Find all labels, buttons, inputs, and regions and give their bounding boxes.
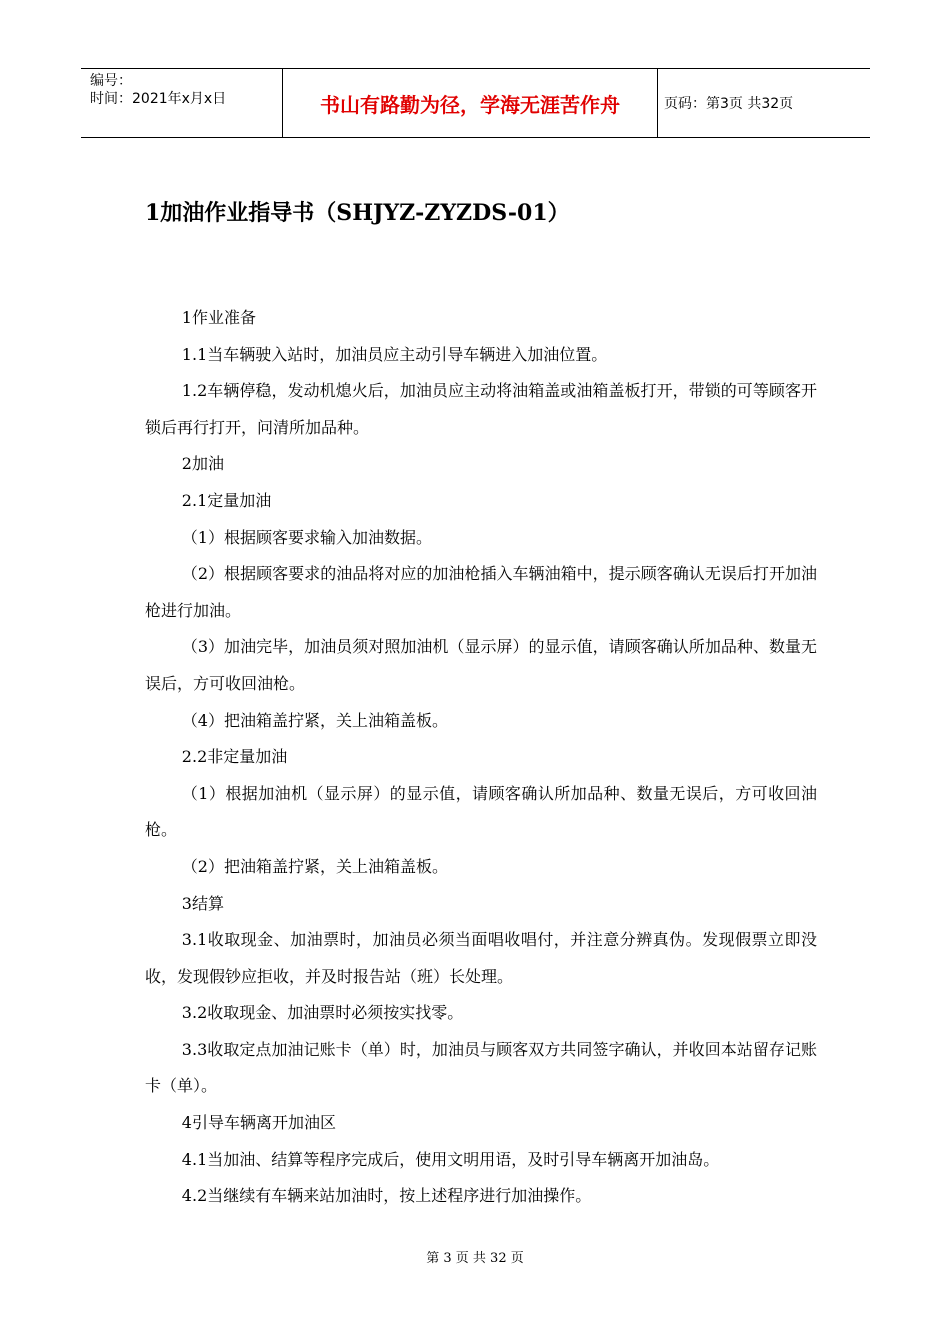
paragraph: （2）根据顾客要求的油品将对应的加油枪插入车辆油箱中，提示顾客确认无误后打开加油枪进行加油。 bbox=[145, 564, 817, 620]
document-date: 时间：2021年x月x日 bbox=[90, 91, 227, 107]
document-body bbox=[145, 300, 817, 1215]
document-title: 1加油作业指导书（SHJYZ-ZYZDS-01） bbox=[145, 200, 570, 226]
paragraph: （1）根据加油机（显示屏）的显示值，请顾客确认所加品种、数量无误后，方可收回油枪。 bbox=[145, 783, 817, 840]
paragraph: （2）把油箱盖拧紧，关上油箱盖板。 bbox=[181, 856, 448, 876]
paragraph: 3结算 bbox=[181, 893, 224, 913]
paragraph: 3.2收取现金、加油票时必须按实找零。 bbox=[181, 1003, 464, 1023]
paragraph: 4.1当加油、结算等程序完成后，使用文明用语，及时引导车辆离开加油岛。 bbox=[181, 1149, 720, 1169]
paragraph: （4）把油箱盖拧紧，关上油箱盖板。 bbox=[181, 710, 448, 730]
document-number-label: 编号： bbox=[90, 73, 132, 89]
paragraph: 1.1当车辆驶入站时，加油员应主动引导车辆进入加油位置。 bbox=[181, 344, 608, 364]
paragraph: 3.1收取现金、加油票时，加油员必须当面唱收唱付，并注意分辨真伪。发现假票立即没收，发现假钞应拒收，并及时报告站（班）长处理。 bbox=[145, 930, 817, 986]
paragraph: 2.1定量加油 bbox=[181, 490, 272, 510]
header-motto: 书山有路勤为径，学海无涯苦作舟 bbox=[283, 69, 658, 137]
paragraph: 4引导车辆离开加油区 bbox=[181, 1113, 336, 1133]
paragraph: 3.3收取定点加油记账卡（单）时，加油员与顾客双方共同签字确认，并收回本站留存记账卡（单）。 bbox=[145, 1039, 817, 1096]
paragraph: 2加油 bbox=[181, 454, 224, 474]
page-footer: 第 3 页 共 32 页 bbox=[426, 1251, 524, 1266]
paragraph: 4.2当继续有车辆来站加油时，按上述程序进行加油操作。 bbox=[181, 1186, 592, 1206]
paragraph: 2.2非定量加油 bbox=[181, 747, 288, 767]
header-page-info: 页码：第3页 共32页 bbox=[664, 96, 794, 112]
paragraph: 1.2车辆停稳，发动机熄火后，加油员应主动将油箱盖或油箱盖板打开，带锁的可等顾客开锁后再行打开，问清所加品种。 bbox=[145, 381, 817, 437]
paragraph: （3）加油完毕，加油员须对照加油机（显示屏）的显示值，请顾客确认所加品种、数量无误后，方可收回油枪。 bbox=[145, 637, 817, 693]
paragraph: （1）根据顾客要求输入加油数据。 bbox=[181, 527, 432, 547]
page-header bbox=[81, 68, 870, 138]
header-meta bbox=[81, 69, 283, 137]
paragraph: 1作业准备 bbox=[181, 308, 256, 327]
